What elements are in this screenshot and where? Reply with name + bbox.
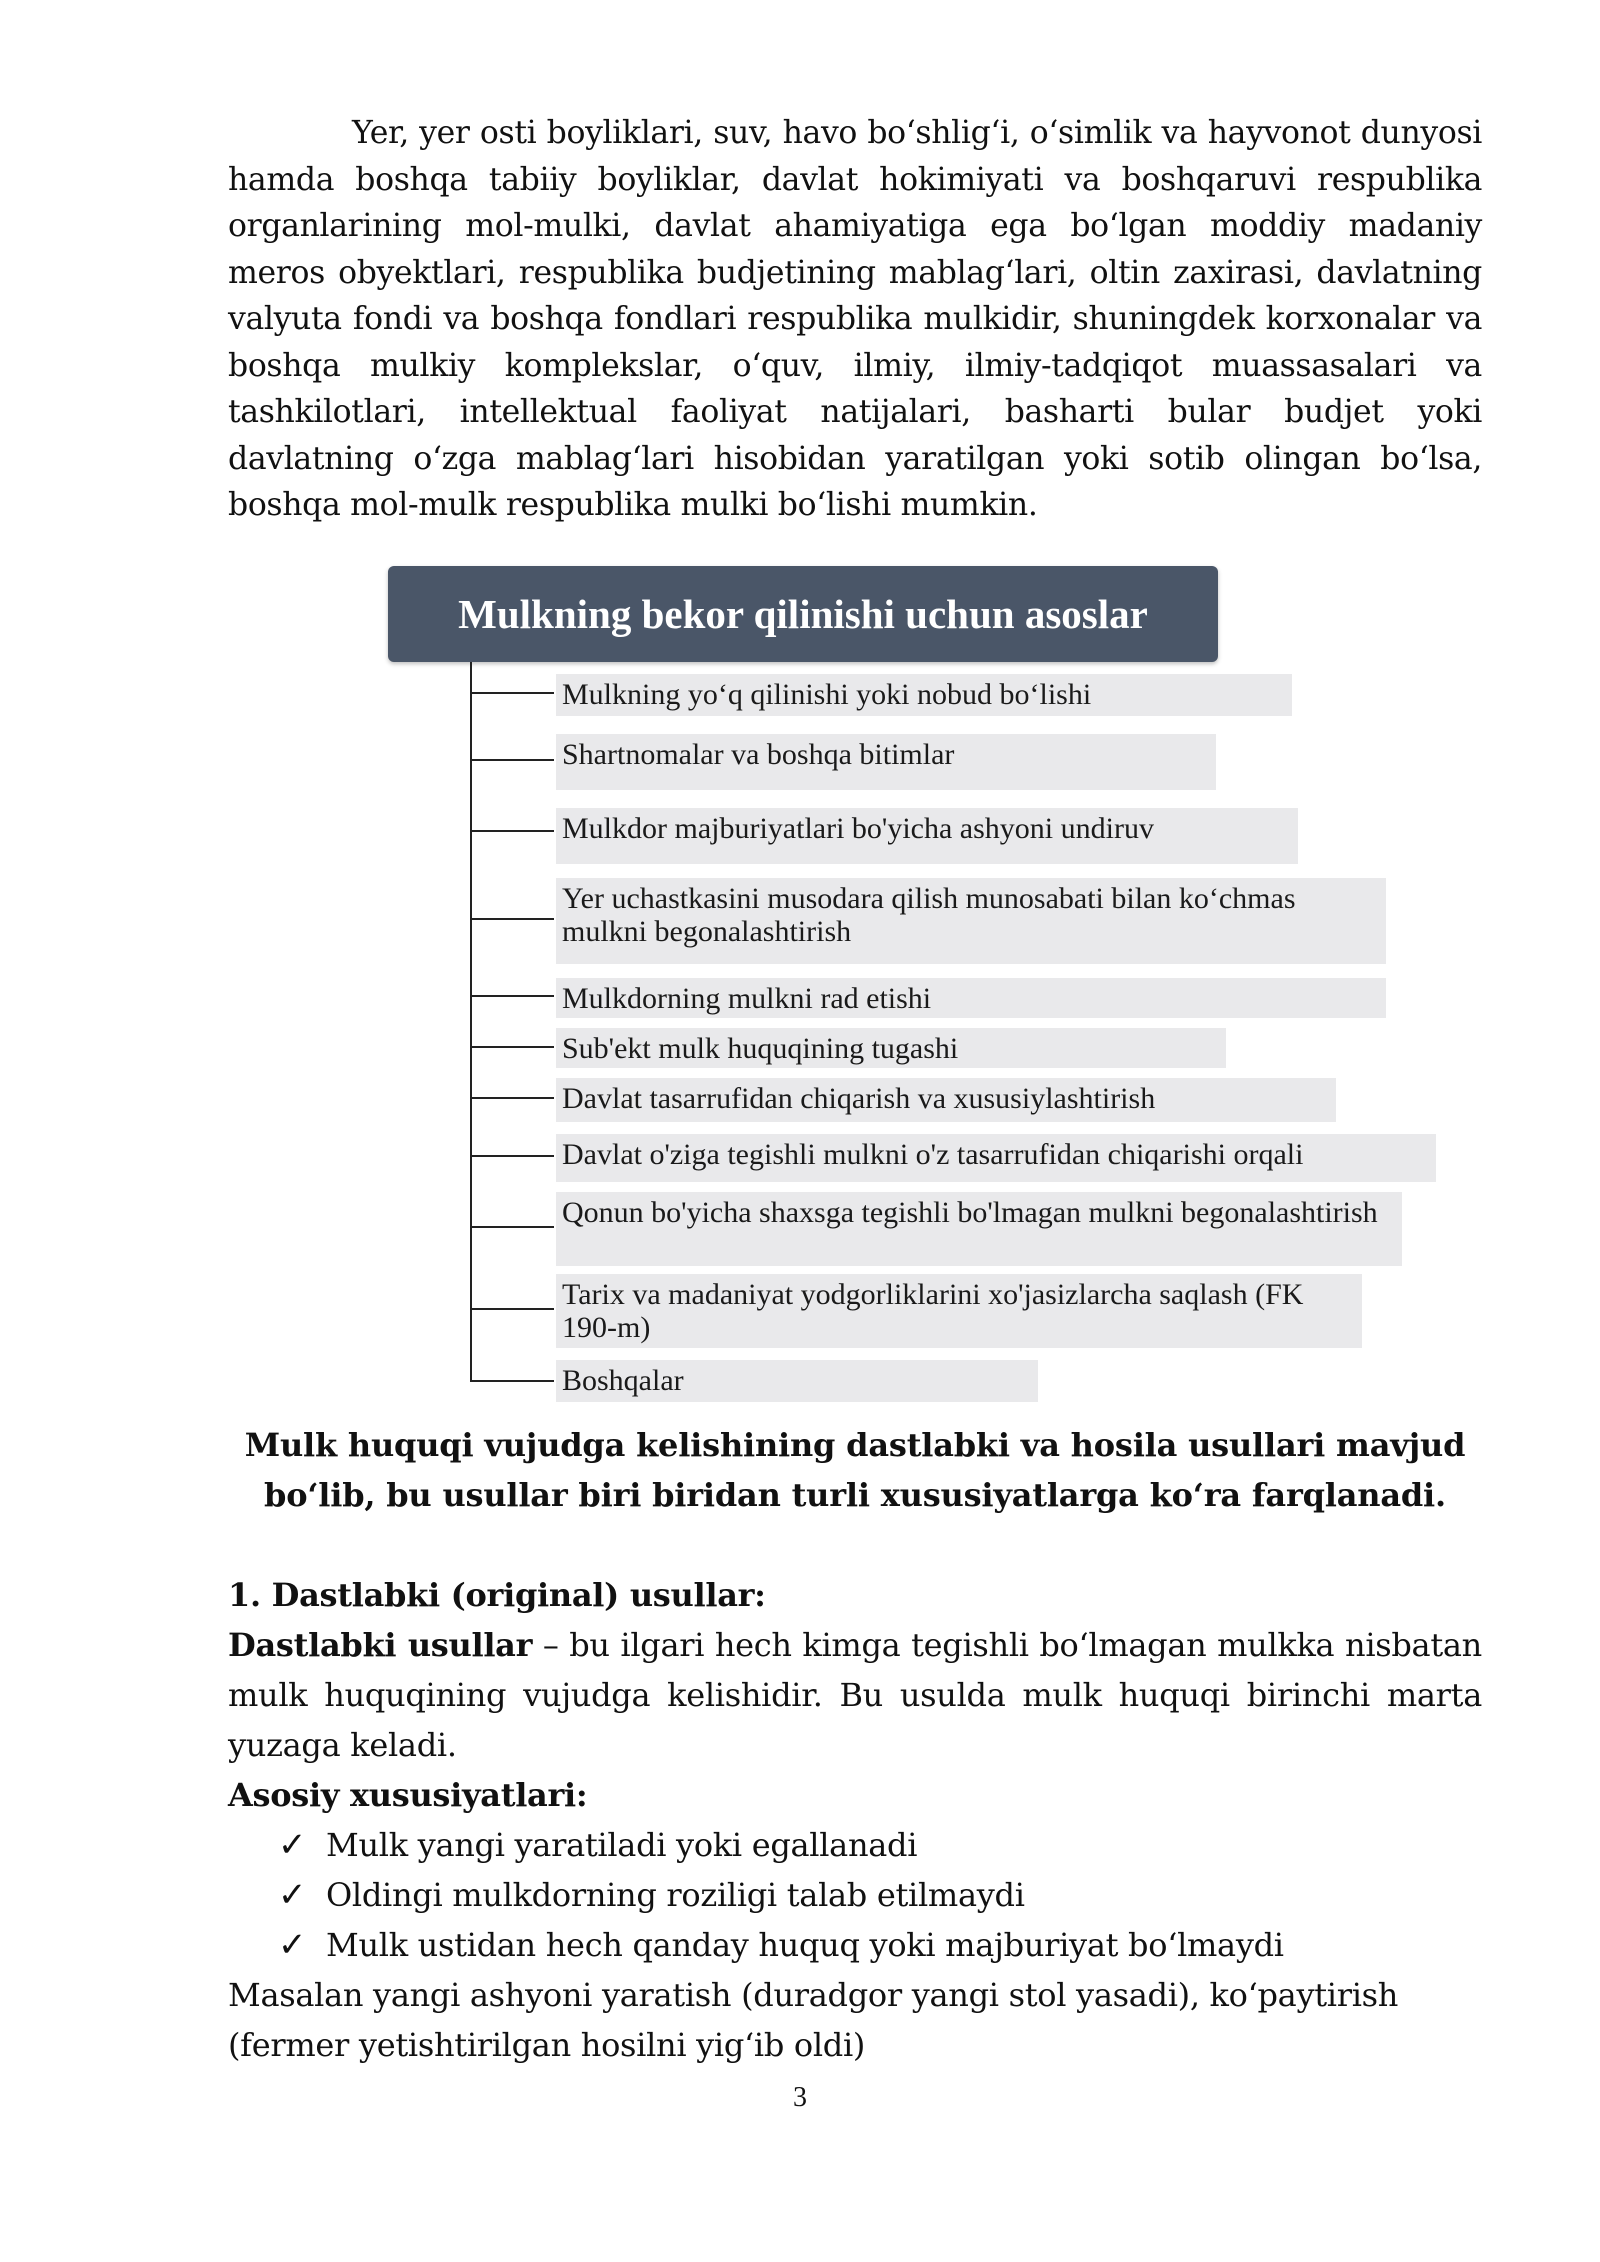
diagram-item: Davlat tasarrufidan chiqarish va xususiylashtirish [556,1078,1336,1122]
diagram-item: Mulkdorning mulkni rad etishi [556,978,1386,1018]
diagram-branch-line [470,692,554,694]
diagram-item: Boshqalar [556,1360,1038,1402]
feature-text: Mulk yangi yaratiladi yoki egallanadi [326,1826,918,1864]
definition-text: – bu ilgari hech kimga tegishli bo‘lmagan mulkka nisbatan mulk huquqining vujudga kelishidir. Bu usulda mulk huquqi birinchi marta yuzaga keladi. [228,1626,1482,1764]
diagram-item: Tarix va madaniyat yodgorliklarini xo'jasizlarcha saqlash (FK 190-m) [556,1274,1362,1348]
feature-list-item [228,1820,1482,1870]
diagram-item: Shartnomalar va boshqa bitimlar [556,734,1216,790]
diagram-item: Sub'ekt mulk huquqining tugashi [556,1028,1226,1068]
diagram-branch-line [470,1046,554,1048]
diagram-item: Mulkning yo‘q qilinishi yoki nobud bo‘lishi [556,674,1292,716]
diagram-branch-line [470,1097,554,1099]
summary-statement: Mulk huquqi vujudga kelishining dastlabki va hosila usullari mavjud bo‘lib, bu usullar biri biridan turli xususiyatlarga ko‘ra farqlanadi. [244,1426,1466,1514]
diagram-trunk-line [470,662,472,1382]
diagram-branch-line [470,1226,554,1228]
checkmark-icon: ✓ [278,1875,307,1915]
diagram-branch-line [470,830,554,832]
definition-paragraph [228,1620,1482,1770]
checkmark-icon: ✓ [278,1925,307,1965]
section-heading: 1. Dastlabki (original) usullar: [228,1576,766,1614]
page-number: 3 [793,2082,807,2113]
diagram-branch-line [470,759,554,761]
feature-text: Mulk ustidan hech qanday huquq yoki majburiyat bo‘lmaydi [326,1926,1284,1964]
diagram-branch-line [470,995,554,997]
diagram-item: Yer uchastkasini musodara qilish munosabati bilan ko‘chmas mulkni begonalashtirish [556,878,1386,964]
example-paragraph: Masalan yangi ashyoni yaratish (duradgor yangi stol yasadi), ko‘paytirish (fermer yetishtirilgan hosilni yig‘ib oldi) [228,1976,1399,2064]
checkmark-icon: ✓ [278,1825,307,1865]
intro-paragraph: Yer, yer osti boyliklari, suv, havo bo‘shlig‘i, o‘simlik va hayvonot dunyosi hamda boshqa tabiiy boyliklar, davlat hokimiyati va boshqaruvi respublika organlarining mol-mulki, davlat ahamiyatiga ega bo‘lgan moddiy madaniy meros obyektlari, respublika budjetining mablag‘lari, oltin zaxirasi, davlatning valyuta fondi va boshqa fondlari respublika mulkidir, shuningdek korxonalar va boshqa mulkiy komplekslar, o‘quv, ilmiy, ilmiy-tadqiqot muassasalari va tashkilotlari, intellektual faoliyat natijalari, basharti bular budjet yoki davlatning o‘zga mablag‘lari hisobidan yaratilgan yoki sotib olingan bo‘lsa, boshqa mol-mulk respublika mulki bo‘lishi mumkin. [228,115,1482,523]
section-1 [228,1570,1482,2070]
diagram-branch-line [470,1155,554,1157]
feature-list-item [228,1870,1482,1920]
features-heading: Asosiy xususiyatlari: [228,1776,588,1814]
diagram-item: Davlat o'ziga tegishli mulkni o'z tasarrufidan chiqarishi orqali [556,1134,1436,1182]
diagram-branch-line [470,1308,554,1310]
diagram-title: Mulkning bekor qilinishi uchun asoslar [388,566,1218,662]
feature-list-item [228,1920,1482,1970]
diagram-item: Mulkdor majburiyatlari bo'yicha ashyoni undiruv [556,808,1298,864]
feature-text: Oldingi mulkdorning roziligi talab etilmaydi [326,1876,1025,1914]
definition-term: Dastlabki usullar [228,1626,533,1664]
diagram-branch-line [470,918,554,920]
diagram-branch-line [470,1380,554,1382]
diagram-item: Qonun bo'yicha shaxsga tegishli bo'lmagan mulkni begonalashtirish [556,1192,1402,1266]
